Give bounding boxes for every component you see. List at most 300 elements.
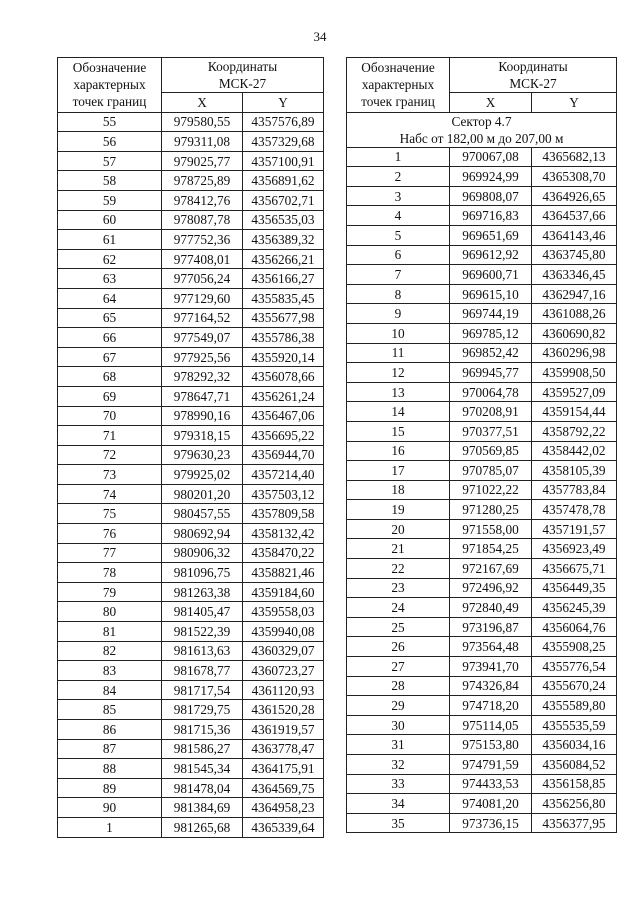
y-coordinate-cell: 4363745,80	[532, 245, 617, 265]
designation-header-line: точек границ	[361, 94, 435, 110]
y-coordinate-cell: 4355786,38	[243, 328, 324, 348]
table-row	[347, 304, 617, 324]
table-row	[347, 578, 617, 598]
header-row	[58, 58, 324, 93]
x-coordinate-cell: 973736,15	[450, 813, 532, 833]
y-coordinate-cell: 4365682,13	[532, 147, 617, 167]
x-coordinate-cell: 981545,34	[162, 759, 243, 779]
x-coordinate-cell: 980692,94	[162, 524, 243, 544]
x-coordinate-cell: 974791,59	[450, 755, 532, 775]
point-number-cell: 69	[58, 386, 162, 406]
point-number-cell: 22	[347, 559, 450, 579]
x-coordinate-cell: 981586,27	[162, 739, 243, 759]
y-coordinate-cell: 4357214,40	[243, 465, 324, 485]
point-number-cell: 14	[347, 402, 450, 422]
point-number-cell: 16	[347, 441, 450, 461]
point-number-cell: 8	[347, 284, 450, 304]
x-coordinate-cell: 970785,07	[450, 461, 532, 481]
y-coordinate-cell: 4356261,24	[243, 386, 324, 406]
y-coordinate-cell: 4364926,65	[532, 186, 617, 206]
point-number-cell: 13	[347, 382, 450, 402]
x-coordinate-cell: 981384,69	[162, 798, 243, 818]
x-coordinate-cell: 971558,00	[450, 519, 532, 539]
point-number-cell: 57	[58, 151, 162, 171]
table-row	[58, 680, 324, 700]
table-row	[347, 206, 617, 226]
point-number-cell: 71	[58, 426, 162, 446]
y-coordinate-cell: 4358821,46	[243, 563, 324, 583]
table-row	[58, 622, 324, 642]
x-coordinate-cell: 974718,20	[450, 696, 532, 716]
y-coordinate-cell: 4356923,49	[532, 539, 617, 559]
table-row	[58, 778, 324, 798]
sector-height-range: Набс от 182,00 м до 207,00 м	[399, 130, 564, 146]
coordinates-table-right	[346, 57, 617, 833]
y-coordinate-cell: 4356064,76	[532, 617, 617, 637]
coordinates-header-line: МСК-27	[218, 76, 267, 91]
table-row	[347, 539, 617, 559]
x-coordinate-cell: 981715,36	[162, 720, 243, 740]
y-coordinate-cell: 4358442,02	[532, 441, 617, 461]
point-number-cell: 34	[347, 794, 450, 814]
table-row	[58, 563, 324, 583]
table-row	[347, 794, 617, 814]
y-coordinate-cell: 4361120,93	[243, 680, 324, 700]
table-row	[58, 739, 324, 759]
x-coordinate-cell: 971854,25	[450, 539, 532, 559]
y-coordinate-cell: 4356377,95	[532, 813, 617, 833]
table-row	[58, 445, 324, 465]
y-coordinate-cell: 4364537,66	[532, 206, 617, 226]
y-coordinate-cell: 4361088,26	[532, 304, 617, 324]
x-coordinate-cell: 977752,36	[162, 230, 243, 250]
sector-row	[347, 112, 617, 147]
table-row	[347, 598, 617, 618]
point-number-cell: 74	[58, 484, 162, 504]
table-row	[58, 465, 324, 485]
y-coordinate-cell: 4359558,03	[243, 602, 324, 622]
point-number-cell: 66	[58, 328, 162, 348]
table-row	[58, 230, 324, 250]
point-number-cell: 64	[58, 288, 162, 308]
designation-header-line: точек границ	[72, 94, 147, 110]
y-header: Y	[243, 93, 324, 113]
x-coordinate-cell: 969612,92	[450, 245, 532, 265]
x-coordinate-cell: 971022,22	[450, 480, 532, 500]
y-header: Y	[532, 93, 617, 113]
y-coordinate-cell: 4356166,27	[243, 269, 324, 289]
x-coordinate-cell: 981096,75	[162, 563, 243, 583]
x-coordinate-cell: 973564,48	[450, 637, 532, 657]
point-number-cell: 61	[58, 230, 162, 250]
x-header: X	[450, 93, 532, 113]
table-row	[347, 363, 617, 383]
point-number-cell: 89	[58, 778, 162, 798]
point-number-cell: 24	[347, 598, 450, 618]
table-row	[347, 813, 617, 833]
y-coordinate-cell: 4360723,27	[243, 661, 324, 681]
table-row	[347, 657, 617, 677]
point-number-cell: 26	[347, 637, 450, 657]
x-coordinate-cell: 981717,54	[162, 680, 243, 700]
point-number-cell: 2	[347, 167, 450, 187]
table-row	[58, 151, 324, 171]
table-row	[58, 543, 324, 563]
x-coordinate-cell: 977408,01	[162, 249, 243, 269]
x-coordinate-cell: 974081,20	[450, 794, 532, 814]
point-number-cell: 30	[347, 715, 450, 735]
y-coordinate-cell: 4356256,80	[532, 794, 617, 814]
point-number-cell: 12	[347, 363, 450, 383]
y-coordinate-cell: 4363778,47	[243, 739, 324, 759]
point-number-cell: 7	[347, 265, 450, 285]
table-row	[58, 210, 324, 230]
x-coordinate-cell: 970064,78	[450, 382, 532, 402]
point-number-cell: 5	[347, 225, 450, 245]
point-number-cell: 56	[58, 132, 162, 152]
table-row	[347, 265, 617, 285]
y-coordinate-cell: 4359527,09	[532, 382, 617, 402]
coordinates-table-left	[57, 57, 324, 838]
table-row	[58, 386, 324, 406]
point-number-cell: 81	[58, 622, 162, 642]
point-number-cell: 9	[347, 304, 450, 324]
y-coordinate-cell: 4359940,08	[243, 622, 324, 642]
x-coordinate-cell: 969651,69	[450, 225, 532, 245]
table-row	[347, 617, 617, 637]
table-row	[347, 480, 617, 500]
x-coordinate-cell: 969785,12	[450, 323, 532, 343]
x-coordinate-cell: 969924,99	[450, 167, 532, 187]
y-coordinate-cell: 4356034,16	[532, 735, 617, 755]
y-coordinate-cell: 4357100,91	[243, 151, 324, 171]
table-row	[58, 602, 324, 622]
y-coordinate-cell: 4356245,39	[532, 598, 617, 618]
y-coordinate-cell: 4364569,75	[243, 778, 324, 798]
point-number-cell: 90	[58, 798, 162, 818]
table-row	[58, 269, 324, 289]
sector-caption	[347, 112, 617, 147]
table-row	[347, 735, 617, 755]
point-number-cell: 11	[347, 343, 450, 363]
table-row	[58, 798, 324, 818]
x-coordinate-cell: 969945,77	[450, 363, 532, 383]
y-coordinate-cell: 4356675,71	[532, 559, 617, 579]
y-coordinate-cell: 4359908,50	[532, 363, 617, 383]
x-coordinate-cell: 977164,52	[162, 308, 243, 328]
header-row	[347, 58, 617, 93]
designation-header-line: Обозначение	[361, 60, 435, 76]
y-coordinate-cell: 4356389,32	[243, 230, 324, 250]
point-number-cell: 79	[58, 582, 162, 602]
y-coordinate-cell: 4356695,22	[243, 426, 324, 446]
x-coordinate-cell: 975114,05	[450, 715, 532, 735]
x-coordinate-cell: 972496,92	[450, 578, 532, 598]
x-coordinate-cell: 980201,20	[162, 484, 243, 504]
y-coordinate-cell: 4356467,06	[243, 406, 324, 426]
point-number-cell: 23	[347, 578, 450, 598]
x-coordinate-cell: 981613,63	[162, 641, 243, 661]
y-coordinate-cell: 4356891,62	[243, 171, 324, 191]
x-coordinate-cell: 969716,83	[450, 206, 532, 226]
y-coordinate-cell: 4364143,46	[532, 225, 617, 245]
y-coordinate-cell: 4355776,54	[532, 657, 617, 677]
x-coordinate-cell: 969808,07	[450, 186, 532, 206]
y-coordinate-cell: 4357809,58	[243, 504, 324, 524]
x-coordinate-cell: 977129,60	[162, 288, 243, 308]
table-row	[347, 676, 617, 696]
y-coordinate-cell: 4359184,60	[243, 582, 324, 602]
x-coordinate-cell: 981522,39	[162, 622, 243, 642]
table-row	[58, 308, 324, 328]
table-row	[347, 284, 617, 304]
y-coordinate-cell: 4360690,82	[532, 323, 617, 343]
table-row	[347, 637, 617, 657]
x-coordinate-cell: 978087,78	[162, 210, 243, 230]
designation-header-line: характерных	[73, 77, 146, 93]
table-row	[58, 504, 324, 524]
table-row	[347, 715, 617, 735]
coordinates-header-line: Координаты	[498, 59, 568, 74]
x-coordinate-cell: 981265,68	[162, 817, 243, 837]
point-number-cell: 68	[58, 367, 162, 387]
point-number-cell: 65	[58, 308, 162, 328]
y-coordinate-cell: 4355670,24	[532, 676, 617, 696]
sector-title: Сектор 4.7	[451, 113, 512, 129]
table-row	[347, 186, 617, 206]
table-row	[347, 382, 617, 402]
x-coordinate-cell: 975153,80	[450, 735, 532, 755]
y-coordinate-cell: 4361919,57	[243, 720, 324, 740]
y-coordinate-cell: 4360329,07	[243, 641, 324, 661]
y-coordinate-cell: 4357191,57	[532, 519, 617, 539]
point-number-cell: 27	[347, 657, 450, 677]
y-coordinate-cell: 4356266,21	[243, 249, 324, 269]
x-coordinate-cell: 979311,08	[162, 132, 243, 152]
table-row	[58, 661, 324, 681]
x-coordinate-cell: 974433,53	[450, 774, 532, 794]
x-coordinate-cell: 969744,19	[450, 304, 532, 324]
point-number-cell: 84	[58, 680, 162, 700]
x-header: X	[162, 93, 243, 113]
table-row	[58, 720, 324, 740]
point-number-cell: 3	[347, 186, 450, 206]
point-number-cell: 77	[58, 543, 162, 563]
x-coordinate-cell: 969852,42	[450, 343, 532, 363]
point-number-cell: 85	[58, 700, 162, 720]
table-row	[58, 524, 324, 544]
point-number-cell: 28	[347, 676, 450, 696]
table-row	[347, 500, 617, 520]
point-number-cell: 62	[58, 249, 162, 269]
x-coordinate-cell: 970569,85	[450, 441, 532, 461]
x-coordinate-cell: 973196,87	[450, 617, 532, 637]
coordinates-header-line: Координаты	[207, 59, 278, 74]
y-coordinate-cell: 4356084,52	[532, 755, 617, 775]
point-number-cell: 1	[347, 147, 450, 167]
y-coordinate-cell: 4358105,39	[532, 461, 617, 481]
point-number-cell: 67	[58, 347, 162, 367]
point-number-cell: 60	[58, 210, 162, 230]
y-coordinate-cell: 4364958,23	[243, 798, 324, 818]
x-coordinate-cell: 979025,77	[162, 151, 243, 171]
table-row	[58, 641, 324, 661]
table-row	[347, 755, 617, 775]
table-row	[58, 484, 324, 504]
y-coordinate-cell: 4357329,68	[243, 132, 324, 152]
table-row	[347, 441, 617, 461]
x-coordinate-cell: 979580,55	[162, 112, 243, 132]
x-coordinate-cell: 970067,08	[450, 147, 532, 167]
point-number-cell: 21	[347, 539, 450, 559]
table-row	[347, 147, 617, 167]
point-number-cell: 72	[58, 445, 162, 465]
y-coordinate-cell: 4355908,25	[532, 637, 617, 657]
y-coordinate-cell: 4364175,91	[243, 759, 324, 779]
y-coordinate-cell: 4355535,59	[532, 715, 617, 735]
table-row	[58, 171, 324, 191]
table-row	[347, 559, 617, 579]
y-coordinate-cell: 4355835,45	[243, 288, 324, 308]
y-coordinate-cell: 4356702,71	[243, 190, 324, 210]
x-coordinate-cell: 981405,47	[162, 602, 243, 622]
point-number-cell: 55	[58, 112, 162, 132]
x-coordinate-cell: 974326,84	[450, 676, 532, 696]
table-row	[347, 402, 617, 422]
x-coordinate-cell: 981478,04	[162, 778, 243, 798]
x-coordinate-cell: 981678,77	[162, 661, 243, 681]
point-number-cell: 35	[347, 813, 450, 833]
designation-header-line: Обозначение	[72, 60, 147, 76]
x-coordinate-cell: 980906,32	[162, 543, 243, 563]
page-number: 34	[313, 29, 327, 44]
y-coordinate-cell: 4357478,78	[532, 500, 617, 520]
point-number-cell: 1	[58, 817, 162, 837]
y-coordinate-cell: 4359154,44	[532, 402, 617, 422]
point-number-cell: 29	[347, 696, 450, 716]
point-number-cell: 80	[58, 602, 162, 622]
point-number-cell: 18	[347, 480, 450, 500]
table-row	[58, 132, 324, 152]
x-coordinate-cell: 978292,32	[162, 367, 243, 387]
table-row	[347, 696, 617, 716]
point-number-cell: 63	[58, 269, 162, 289]
point-number-cell: 4	[347, 206, 450, 226]
point-number-cell: 82	[58, 641, 162, 661]
y-coordinate-cell: 4356449,35	[532, 578, 617, 598]
point-number-cell: 33	[347, 774, 450, 794]
x-coordinate-cell: 978725,89	[162, 171, 243, 191]
x-coordinate-cell: 981263,38	[162, 582, 243, 602]
point-number-cell: 58	[58, 171, 162, 191]
designation-header-line: характерных	[361, 77, 435, 93]
table-row	[58, 249, 324, 269]
point-number-cell: 31	[347, 735, 450, 755]
point-number-cell: 20	[347, 519, 450, 539]
x-coordinate-cell: 978990,16	[162, 406, 243, 426]
point-number-cell: 6	[347, 245, 450, 265]
table-row	[58, 406, 324, 426]
x-coordinate-cell: 969600,71	[450, 265, 532, 285]
table-row	[58, 190, 324, 210]
table-row	[58, 328, 324, 348]
x-coordinate-cell: 972840,49	[450, 598, 532, 618]
y-coordinate-cell: 4358470,22	[243, 543, 324, 563]
point-number-cell: 17	[347, 461, 450, 481]
table-row	[58, 347, 324, 367]
table-row	[347, 225, 617, 245]
x-coordinate-cell: 977056,24	[162, 269, 243, 289]
designation-header	[347, 58, 450, 113]
y-coordinate-cell: 4358792,22	[532, 421, 617, 441]
coordinates-header-line: МСК-27	[509, 76, 557, 91]
table-row	[347, 421, 617, 441]
table-row	[58, 759, 324, 779]
x-coordinate-cell: 981729,75	[162, 700, 243, 720]
table-row	[58, 817, 324, 837]
point-number-cell: 83	[58, 661, 162, 681]
y-coordinate-cell: 4355677,98	[243, 308, 324, 328]
x-coordinate-cell: 969615,10	[450, 284, 532, 304]
table-row	[347, 774, 617, 794]
y-coordinate-cell: 4363346,45	[532, 265, 617, 285]
y-coordinate-cell: 4360296,98	[532, 343, 617, 363]
point-number-cell: 10	[347, 323, 450, 343]
y-coordinate-cell: 4357576,89	[243, 112, 324, 132]
x-coordinate-cell: 979925,02	[162, 465, 243, 485]
table-row	[58, 582, 324, 602]
table-row	[58, 700, 324, 720]
y-coordinate-cell: 4355920,14	[243, 347, 324, 367]
point-number-cell: 88	[58, 759, 162, 779]
y-coordinate-cell: 4356078,66	[243, 367, 324, 387]
table-row	[58, 426, 324, 446]
point-number-cell: 87	[58, 739, 162, 759]
coordinates-header	[450, 58, 617, 93]
y-coordinate-cell: 4356158,85	[532, 774, 617, 794]
y-coordinate-cell: 4362947,16	[532, 284, 617, 304]
x-coordinate-cell: 973941,70	[450, 657, 532, 677]
y-coordinate-cell: 4358132,42	[243, 524, 324, 544]
table-row	[347, 343, 617, 363]
y-coordinate-cell: 4365308,70	[532, 167, 617, 187]
y-coordinate-cell: 4357783,84	[532, 480, 617, 500]
x-coordinate-cell: 978412,76	[162, 190, 243, 210]
table-row	[347, 461, 617, 481]
x-coordinate-cell: 977925,56	[162, 347, 243, 367]
table-row	[58, 288, 324, 308]
point-number-cell: 73	[58, 465, 162, 485]
x-coordinate-cell: 979630,23	[162, 445, 243, 465]
table-row	[347, 167, 617, 187]
x-coordinate-cell: 979318,15	[162, 426, 243, 446]
table-row	[347, 245, 617, 265]
point-number-cell: 15	[347, 421, 450, 441]
y-coordinate-cell: 4357503,12	[243, 484, 324, 504]
designation-header	[58, 58, 162, 113]
table-row	[58, 367, 324, 387]
point-number-cell: 59	[58, 190, 162, 210]
x-coordinate-cell: 970208,91	[450, 402, 532, 422]
point-number-cell: 75	[58, 504, 162, 524]
x-coordinate-cell: 977549,07	[162, 328, 243, 348]
y-coordinate-cell: 4356535,03	[243, 210, 324, 230]
point-number-cell: 78	[58, 563, 162, 583]
point-number-cell: 25	[347, 617, 450, 637]
point-number-cell: 19	[347, 500, 450, 520]
coordinates-header	[162, 58, 324, 93]
x-coordinate-cell: 971280,25	[450, 500, 532, 520]
